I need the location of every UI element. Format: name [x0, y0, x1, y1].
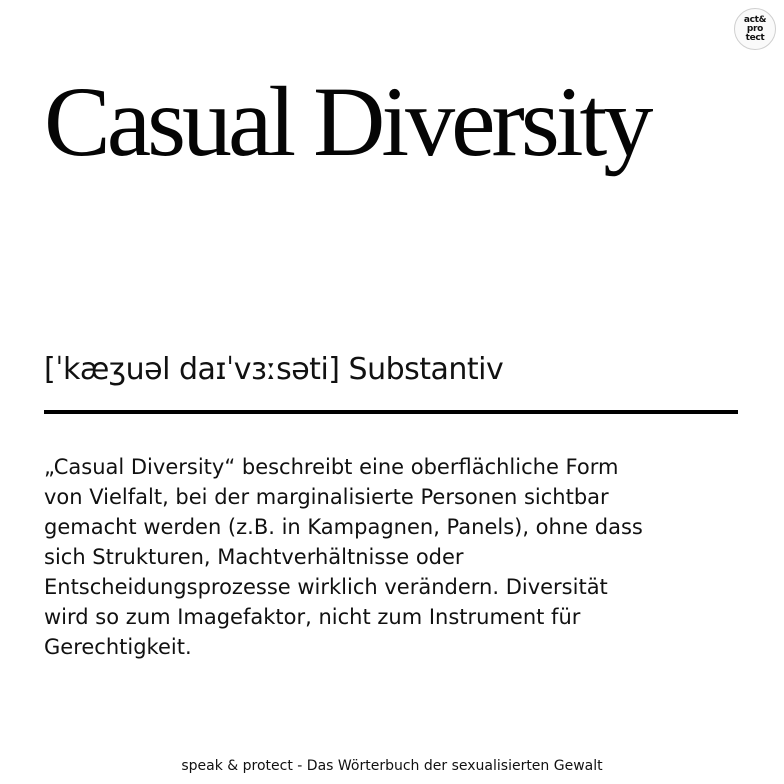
pronunciation: [ˈkæʒuəl daɪˈvɜːsəti] [44, 352, 340, 387]
definition-line: von Vielfalt, bei der marginalisierte Personen sichtbar [44, 485, 609, 509]
definition-line: „Casual Diversity“ beschreibt eine oberflächliche Form [44, 455, 619, 479]
definition-line: gemacht werden (z.B. in Kampagnen, Panels), ohne dass [44, 515, 643, 539]
term-title: Casual Diversity [44, 66, 650, 177]
definition-line: wird so zum Imagefaktor, nicht zum Instrument für [44, 605, 581, 629]
word-class: Substantiv [348, 352, 504, 387]
definition-line: Entscheidungsprozesse wirklich verändern. Diversität [44, 575, 608, 599]
logo-line-2: pro [746, 23, 764, 34]
logo-line-3: tect [745, 32, 765, 43]
footer-caption: speak & protect - Das Wörterbuch der sexualisierten Gewalt [181, 758, 603, 774]
definition-text [44, 452, 744, 662]
definition-line: sich Strukturen, Machtverhältnisse oder [44, 545, 464, 569]
divider [44, 410, 738, 414]
act-and-protect-logo [734, 8, 776, 50]
pronunciation-line [44, 352, 503, 387]
logo-line-1: act& [743, 14, 767, 25]
definition-line: Gerechtigkeit. [44, 635, 192, 659]
